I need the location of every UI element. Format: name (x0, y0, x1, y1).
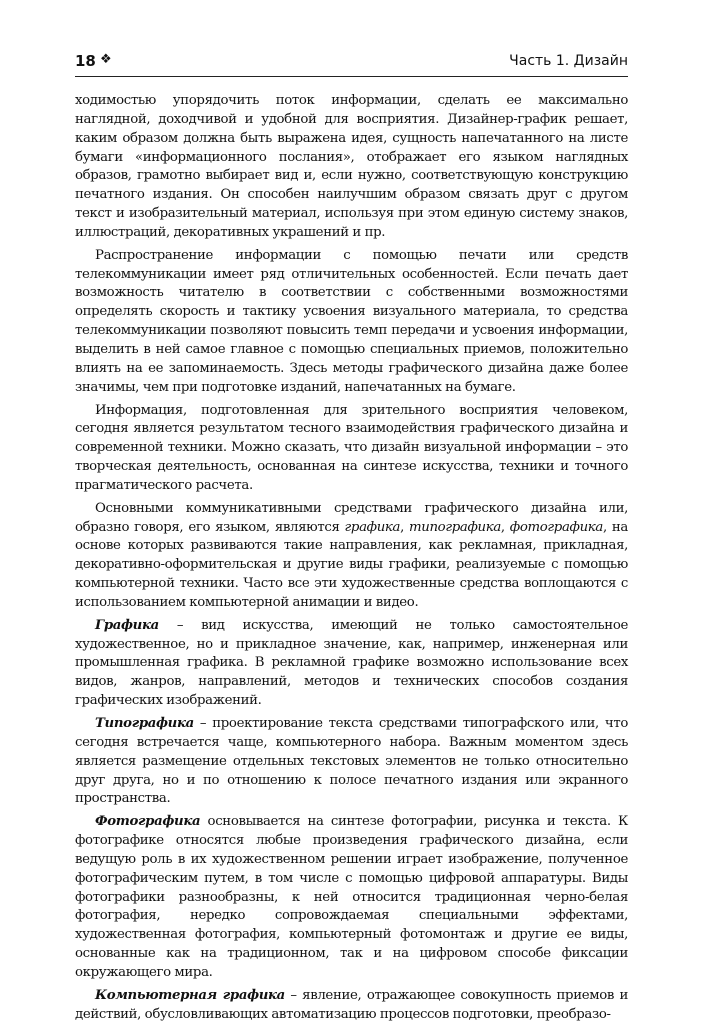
paragraph-5 (75, 617, 628, 711)
running-header (75, 50, 628, 77)
paragraph-4 (75, 500, 628, 613)
definition-computer-graphics: – явление, отражающее совокупность приемов и действий, обусловливающих автоматизацию процессов подготовки, преобразо- (75, 987, 628, 1022)
paragraph-1: ходимостью упорядочить поток информации, сделать ее максимально наглядной, доходчивой и удобной для восприятия. Дизайнер-график решает, каким образом должна быть выражена идея, сущность напечатанного на листе бумаги «информационного послания», отображает его языком наглядных образов, грамотно выбирает вид и, если нужно, соответствующую конструкцию печатного издания. Он способен наилучшим образом связать друг с другом текст и изобразительный материал, используя при этом единую систему знаков, иллюстраций, декоративных украшений и пр. (75, 93, 628, 240)
body-text (75, 92, 628, 1029)
separator: , (400, 519, 409, 535)
paragraph-4-text-a: Основными коммуникативными средствами графического дизайна или, образно говоря, его языком, являются (75, 500, 628, 535)
paragraph-4-text-b: , на основе которых развиваются такие направления, как рекламная, прикладная, декоративно-оформительская и другие виды графики, реализуемые с помощью компьютерной техники. Часто все эти художественные средства воплощаются с использованием компьютерной анимации и видео. (75, 519, 628, 610)
definition-tipografika: – проектирование текста средствами типографского или, что сегодня встречается чаще, компьютерного набора. Важным моментом здесь является размещение отдельных текстовых элементов не только относительно друг друга, но и по отношению к полосе печатного издания или экранного пространства. (75, 716, 628, 807)
term-computer-graphics: Компьютерная графика (95, 987, 285, 1003)
paragraph-8 (75, 987, 628, 1025)
paragraph-6 (75, 715, 628, 809)
paragraph-3: Информация, подготовленная для зрительного восприятия человеком, сегодня является результатом тесного взаимодействия графического дизайна и современной техники. Можно сказать, что дизайн визуальной информации – это творческая деятельность, основанная на синтезе искусства, техники и точного прагматического расчета. (75, 402, 628, 493)
term-fotografika: Фотографика (95, 814, 201, 830)
definition-grafika: – вид искусства, имеющий не только самостоятельное художественное, но и прикладное значение, как, например, инженерная или промышленная графика. В рекламной графике возможно использование всех видов, жанров, направлений, методов и технических способов создания графических изображений. (75, 617, 628, 709)
definition-fotografika: основывается на синтезе фотографии, рисунка и текста. К фотографике относятся любые произведения графического дизайна, если ведущую роль в их художественном решении играет изображение, полученное фотографическим путем, в том числе с помощью цифровой аппаратуры. Виды фотографики разнообразны, к ней относится традиционная черно-белая фотография, нередко сопровождаемая специальными эффектами, художественная фотография, компьютерный фотомонтаж и другие ее виды, основанные как на традиционном, так и на цифровом способе фиксации окружающего мира. (75, 814, 628, 980)
paragraph-2: Распространение информации с помощью печати или средств телекоммуникации имеет ряд отличительных особенностей. Если печать дает возможность читателю в соответствии с собственными возможностями определять скорость и тактику усвоения визуального материала, то средства телекоммуникации позволяют повысить темп передачи и усвоения информации, выделить в ней самое главное с помощью специальных приемов, положительно влиять на ее запоминаемость. Здесь методы графического дизайна даже более значимы, чем при подготовке изданий, напечатанных на бумаге. (75, 247, 628, 395)
term-fotografika-italic: фотографика (509, 519, 603, 535)
chapter-title: Часть 1. Дизайн (509, 53, 628, 69)
term-grafika-italic: графика (344, 519, 401, 535)
paragraph-7 (75, 813, 628, 983)
term-tipografika-italic: типографика (409, 519, 501, 535)
term-grafika: Графика (95, 617, 159, 633)
page-number: 18 (75, 52, 96, 70)
separator: , (500, 519, 510, 535)
ornament-icon: ❖ (100, 52, 112, 67)
term-tipografika: Типографика (95, 716, 194, 731)
